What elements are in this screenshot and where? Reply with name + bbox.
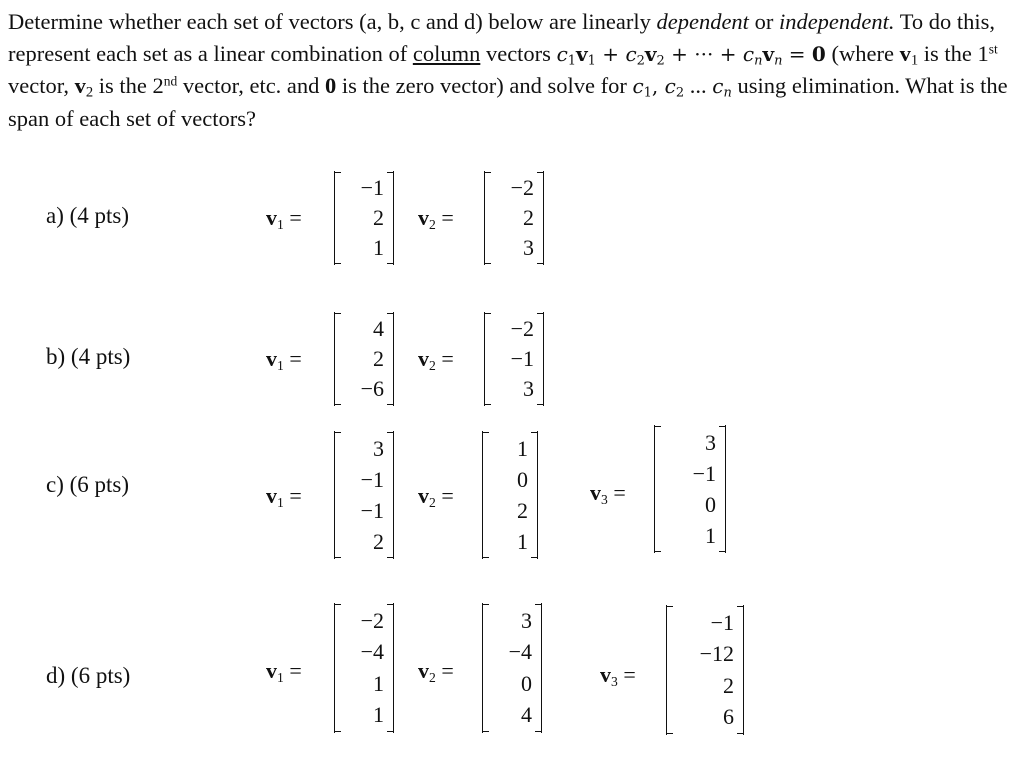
solve-c2: c bbox=[664, 74, 676, 98]
vector-entry: −1 bbox=[510, 346, 534, 371]
intro-independent: independent. bbox=[778, 9, 895, 34]
intro-text-10: is the zero vector) and solve for bbox=[336, 73, 633, 98]
eq-cn-sub: n bbox=[754, 52, 763, 68]
part-a-v1-vector bbox=[334, 172, 394, 264]
vector-entry: −2 bbox=[510, 175, 534, 200]
intro-text-7: vector, bbox=[8, 73, 75, 98]
equals-sign: = bbox=[617, 662, 636, 687]
solve-dots: ... bbox=[684, 73, 713, 98]
eq-vn-sub: n bbox=[774, 52, 783, 68]
vector-entry: −2 bbox=[360, 607, 384, 633]
part-d-v3-label bbox=[600, 662, 636, 688]
intro-dependent: dependent bbox=[656, 9, 749, 34]
part-a-v1-label bbox=[266, 205, 302, 231]
intro-column: column bbox=[412, 40, 481, 66]
intro-text-1: Determine whether each set of vectors (a, b, c and d) below are linearly bbox=[8, 9, 657, 34]
vector-entry: 3 bbox=[523, 235, 534, 260]
intro-text-11: using elimination. What is the span of each set of vectors? bbox=[8, 73, 1008, 131]
vector-entry: −6 bbox=[360, 376, 384, 401]
eq-plus-2: + ··· + bbox=[664, 41, 743, 66]
vector-entry: 1 bbox=[517, 435, 528, 461]
equals-sign: = bbox=[283, 658, 302, 683]
intro-text-8: is the 2 bbox=[93, 73, 164, 98]
solve-comma: , bbox=[651, 74, 665, 98]
part-d-v3-vector bbox=[666, 606, 744, 734]
vector-entry: 1 bbox=[373, 235, 384, 260]
part-a-v2-vector bbox=[484, 172, 544, 264]
eq-cn: c bbox=[742, 41, 755, 66]
vector-entry: 4 bbox=[373, 316, 384, 341]
vector-index: 1 bbox=[277, 217, 284, 233]
part-c-v1-vector bbox=[334, 432, 394, 558]
intro-text-5: (where bbox=[825, 40, 900, 66]
vector-entry: −2 bbox=[510, 316, 534, 341]
vector-name: v bbox=[266, 483, 277, 508]
where-v2-sub: 2 bbox=[85, 84, 94, 101]
vector-entry: 0 bbox=[521, 670, 532, 696]
vector-name: v bbox=[418, 346, 429, 371]
vector-index: 2 bbox=[429, 358, 436, 374]
part-d-v2-label bbox=[418, 658, 454, 684]
part-b-v1-label bbox=[266, 346, 302, 372]
vector-entry: 3 bbox=[523, 376, 534, 401]
vector-name: v bbox=[590, 480, 601, 505]
part-c-label: c) (6 pts) bbox=[46, 472, 130, 497]
vector-entry: 1 bbox=[705, 522, 716, 548]
solve-cn-sub: n bbox=[723, 85, 732, 101]
vector-index: 2 bbox=[429, 495, 436, 511]
part-c-v2-vector bbox=[482, 432, 538, 558]
eq-equals: = bbox=[782, 41, 812, 66]
eq-v2: v bbox=[644, 41, 657, 66]
eq-v1: v bbox=[576, 41, 588, 66]
vector-entry: −1 bbox=[360, 497, 384, 523]
vector-entry: −1 bbox=[360, 466, 384, 492]
vector-entry: 0 bbox=[517, 466, 528, 492]
where-v1: v bbox=[899, 40, 911, 66]
vector-entry: 1 bbox=[517, 528, 528, 554]
vector-entry: −4 bbox=[360, 639, 384, 665]
part-c-v2-label bbox=[418, 483, 454, 509]
vector-entry: 1 bbox=[373, 702, 384, 728]
eq-c2: c bbox=[625, 41, 637, 66]
part-b-v1-vector bbox=[334, 313, 394, 405]
vector-entry: 3 bbox=[521, 607, 532, 633]
equals-sign: = bbox=[607, 480, 626, 505]
where-v1-sub: 1 bbox=[910, 52, 919, 69]
vector-entry: −1 bbox=[360, 175, 384, 200]
vector-entry: 2 bbox=[523, 205, 534, 230]
vector-name: v bbox=[418, 658, 429, 683]
linear-combination-equation bbox=[557, 42, 826, 66]
vector-entry: 2 bbox=[373, 205, 384, 230]
vector-entry: −1 bbox=[710, 609, 734, 635]
vector-name: v bbox=[418, 205, 429, 230]
problem-statement bbox=[8, 6, 1016, 134]
vector-entry: 0 bbox=[705, 491, 716, 517]
eq-v1-sub: 1 bbox=[587, 52, 596, 68]
vector-entry: −4 bbox=[508, 639, 532, 665]
vector-index: 1 bbox=[277, 358, 284, 374]
vector-entry: 6 bbox=[723, 704, 734, 730]
ordinal-st: st bbox=[988, 41, 998, 57]
part-c-v3-label bbox=[590, 480, 626, 506]
solve-c2-sub: 2 bbox=[675, 85, 685, 101]
part-c-v3-vector bbox=[654, 426, 726, 552]
eq-c1-sub: 1 bbox=[567, 52, 577, 68]
vector-index: 2 bbox=[429, 670, 436, 686]
part-a-label: a) (4 pts) bbox=[46, 203, 130, 228]
vector-index: 3 bbox=[611, 674, 618, 690]
equals-sign: = bbox=[435, 483, 454, 508]
intro-text-6: is the 1 bbox=[918, 40, 989, 66]
solve-cn: c bbox=[712, 74, 724, 98]
vector-index: 3 bbox=[601, 492, 608, 508]
part-d-label: d) (6 pts) bbox=[46, 663, 131, 688]
eq-v2-sub: 2 bbox=[656, 52, 665, 68]
part-b-v2-vector bbox=[484, 313, 544, 405]
intro-text-3: To do this, represent each set as a linear combination of bbox=[8, 9, 996, 66]
vector-name: v bbox=[266, 658, 277, 683]
ordinal-nd: nd bbox=[163, 73, 178, 89]
where-zero: 0 bbox=[325, 73, 337, 98]
intro-text-4: vectors bbox=[480, 40, 557, 66]
equals-sign: = bbox=[435, 205, 454, 230]
vector-entry: 2 bbox=[723, 672, 734, 698]
vector-name: v bbox=[266, 205, 277, 230]
vector-name: v bbox=[600, 662, 611, 687]
part-b-label: b) (4 pts) bbox=[46, 344, 131, 369]
vector-index: 1 bbox=[277, 495, 284, 511]
part-d-v2-vector bbox=[482, 604, 542, 732]
vector-entry: 2 bbox=[373, 346, 384, 371]
vector-index: 1 bbox=[277, 670, 284, 686]
equals-sign: = bbox=[283, 346, 302, 371]
eq-vn: v bbox=[762, 41, 775, 66]
vector-entry: −1 bbox=[692, 460, 716, 486]
vector-entry: 1 bbox=[373, 670, 384, 696]
equals-sign: = bbox=[283, 205, 302, 230]
equals-sign: = bbox=[435, 658, 454, 683]
vector-name: v bbox=[266, 346, 277, 371]
vector-entry: 4 bbox=[521, 702, 532, 728]
intro-text-2: or bbox=[748, 9, 779, 34]
vector-entry: 3 bbox=[705, 429, 716, 455]
equals-sign: = bbox=[435, 346, 454, 371]
intro-text-9: vector, etc. and bbox=[177, 73, 326, 98]
part-a-v2-label bbox=[418, 205, 454, 231]
part-b-v2-label bbox=[418, 346, 454, 372]
where-v2: v bbox=[74, 73, 86, 98]
vector-entry: 2 bbox=[373, 528, 384, 554]
vector-index: 2 bbox=[429, 217, 436, 233]
part-c-v1-label bbox=[266, 483, 302, 509]
solve-c1-sub: 1 bbox=[643, 85, 652, 101]
eq-zero: 0 bbox=[811, 41, 826, 66]
eq-c1: c bbox=[556, 41, 568, 66]
vector-entry: 3 bbox=[373, 435, 384, 461]
part-d-v1-vector bbox=[334, 604, 394, 732]
equals-sign: = bbox=[283, 483, 302, 508]
vector-entry: 2 bbox=[517, 497, 528, 523]
eq-c2-sub: 2 bbox=[636, 52, 645, 68]
solve-c1: c bbox=[632, 74, 644, 98]
vector-entry: −12 bbox=[699, 641, 734, 667]
part-d-v1-label bbox=[266, 658, 302, 684]
eq-plus-1: + bbox=[595, 41, 626, 66]
vector-name: v bbox=[418, 483, 429, 508]
